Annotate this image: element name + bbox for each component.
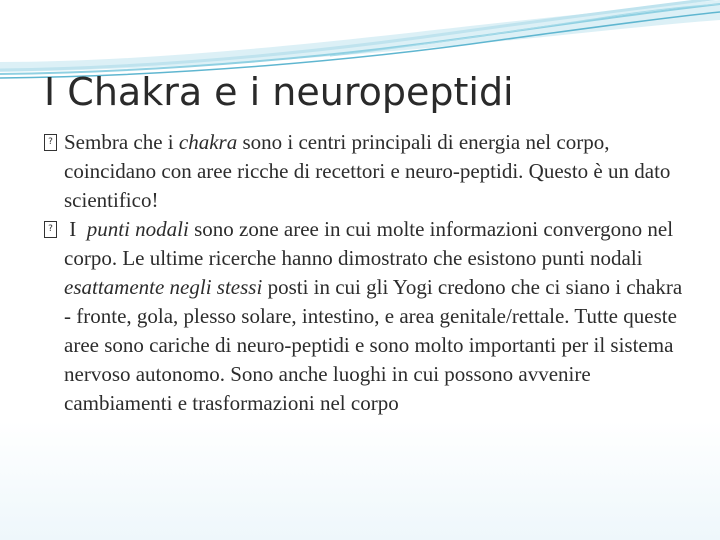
bullet-1-segment-3: sono i centri principali di energia nel corpo, coincidano con aree ricche di recettori e neuro-peptidi. Questo è un dato scientifico! <box>64 130 671 212</box>
bullet-2-segment-4: esattamente negli stessi <box>64 275 263 299</box>
bullet-list <box>44 128 694 418</box>
bullet-item-1 <box>44 128 694 215</box>
bullet-1-segment-2: chakra <box>178 130 238 154</box>
bullet-2-segment-5: posti in cui gli Yogi credono che ci siano i chakra - fronte, gola, plesso solare, intestino, e area genitale/rettale. Tutte queste aree sono cariche di neuro-peptidi e sono molto importanti per il sistema nervoso autonomo. Sono anche luoghi in cui possono avvenire cambiamenti e trasformazioni nel corpo <box>64 275 683 415</box>
bullet-2-segment-1: I <box>64 217 87 241</box>
bullet-2-text <box>64 217 682 415</box>
bullet-2-segment-3: sono zone aree in cui molte informazioni convergono nel corpo. Le ultime ricerche hanno dimostrato che esistono punti nodali <box>64 217 674 270</box>
slide-title: I Chakra e i neuropeptidi <box>44 70 514 114</box>
bullet-item-2 <box>44 215 694 418</box>
missing-glyph-icon <box>44 134 57 151</box>
bullet-1-segment-1: Sembra che i <box>64 130 179 154</box>
missing-glyph-icon <box>44 221 57 238</box>
bullet-2-segment-2: punti nodali <box>86 217 189 241</box>
bullet-1-text <box>64 130 670 212</box>
